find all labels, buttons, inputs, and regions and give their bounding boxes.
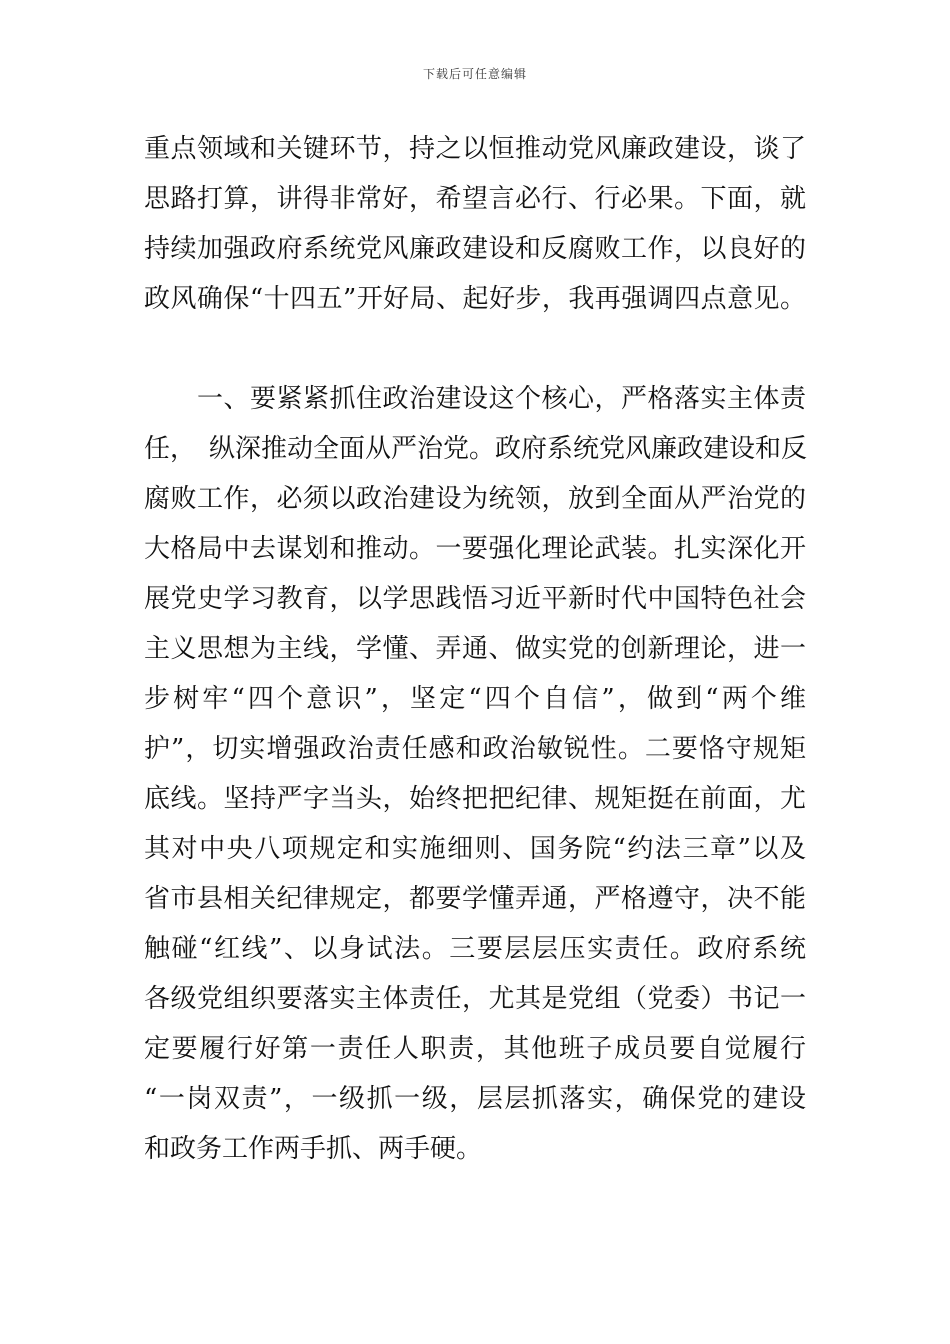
text-line: 其对中央八项规定和实施细则、国务院“约法三章”以及	[144, 834, 806, 864]
text-line: 和政务工作两手抓、两手硬。	[144, 1134, 483, 1164]
text-line: 展党史学习教育，以学思践悟习近平新时代中国特色社会	[144, 584, 806, 614]
text-line: “一岗双责”，一级抓一级，层层抓落实，确保党的建设	[144, 1084, 806, 1114]
text-line: 思路打算，讲得非常好，希望言必行、行必果。下面，就	[144, 184, 806, 214]
text-line: 定要履行好第一责任人职责，其他班子成员要自觉履行	[144, 1034, 806, 1064]
text-line: 底线。坚持严字当头，始终把把纪律、规矩挺在前面，尤	[144, 784, 806, 814]
text-line: 触碰“红线”、以身试法。三要层层压实责任。政府系统	[144, 934, 806, 964]
text-line: 主义思想为主线，学懂、弄通、做实党的创新理论，进一	[144, 634, 806, 664]
text-line: 腐败工作，必须以政治建设为统领，放到全面从严治党的	[144, 484, 806, 514]
text-line: 持续加强政府系统党风廉政建设和反腐败工作，以良好的	[144, 234, 806, 264]
text-line: 护”，切实增强政治责任感和政治敏锐性。二要恪守规矩	[144, 734, 806, 764]
text-line: 大格局中去谋划和推动。一要强化理论武装。扎实深化开	[144, 534, 806, 564]
text-line: 省市县相关纪律规定，都要学懂弄通，严格遵守，决不能	[144, 884, 806, 914]
text-line: 重点领域和关键环节，持之以恒推动党风廉政建设，谈了	[144, 134, 806, 164]
text-line: 任， 纵深推动全面从严治党。政府系统党风廉政建设和反	[144, 434, 808, 464]
header-note: 下载后可任意编辑	[422, 67, 527, 81]
text-line: 步树牢“四个意识”，坚定“四个自信”，做到“两个维	[144, 684, 806, 714]
text-line: 政风确保“十四五”开好局、起好步，我再强调四点意见。	[144, 284, 806, 314]
text-line: 一、要紧紧抓住政治建设这个核心，严格落实主体责	[144, 384, 806, 414]
text-line: 各级党组织要落实主体责任，尤其是党组（党委）书记一	[144, 984, 806, 1014]
